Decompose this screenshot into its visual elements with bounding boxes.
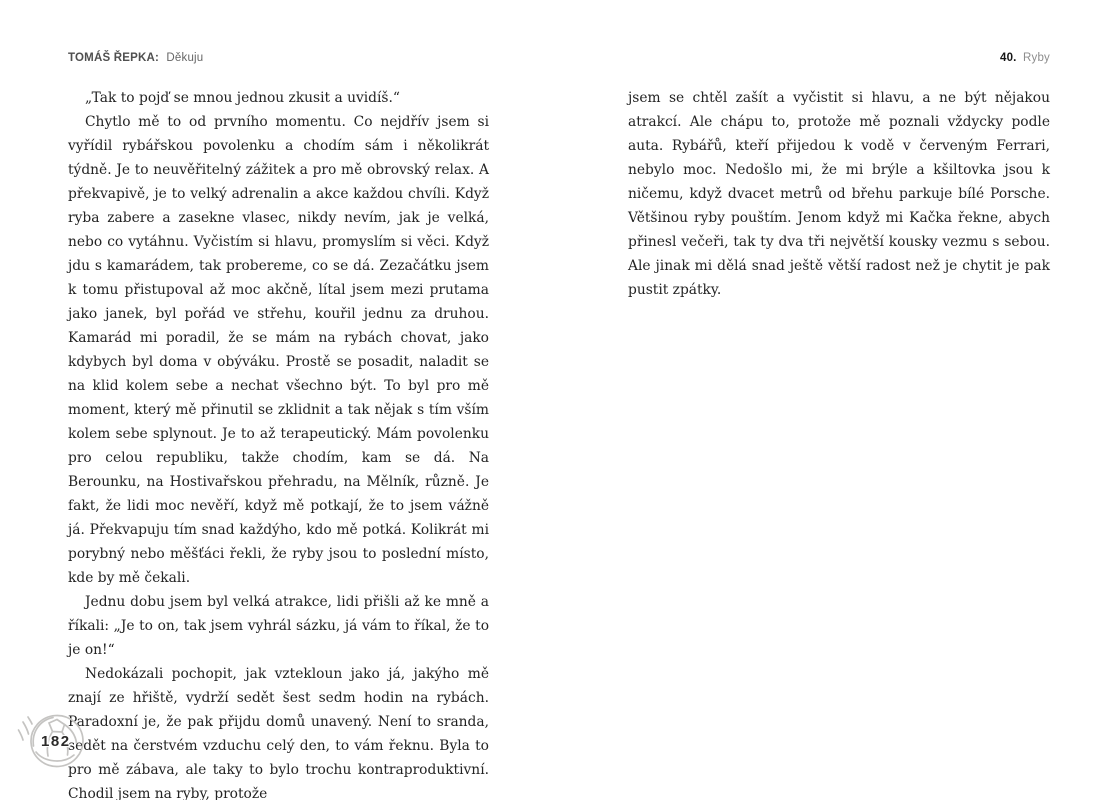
right-text-column [628,86,1050,302]
paragraph: Jednu dobu jsem byl velká atrakce, lidi přišli až ke mně a říkali: „Je to on, tak jsem vyhrál sázku, já vám to říkal, že to je on!“ [68,594,489,658]
chapter-number: 40. [999,52,1017,64]
paragraph: Chytlo mě to od prvního momentu. Co nejdřív jsem si vyřídil rybářskou povolenku a chodím sám i několikrát týdně. Je to neuvěřitelný zážitek a pro mě obrovský relax. A překvapivě, je to velký adrenalin a akce každou chvíli. Když ryba zabere a zasekne vlasec, nikdy nevím, jak je velká, nebo co vytáhnu. Vyčistím si hlavu, promyslím si věci. Když jdu s kamarádem, tak probereme, co se dá. Zezačátku jsem k tomu přistupoval až moc akčně, lítal jsem mezi prutama jako janek, byl pořád ve střehu, kouřil jednu za druhou. Kamarád mi poradil, že se mám na rybách chovat, jako kdybych byl doma v obýváku. Prostě se posadit, naladit se na klid kolem sebe a nechat všechno být. To byl pro mě moment, který mě přinutil se zklidnit a tak nějak s tím vším kolem sebe splynout. Je to až terapeutický. Mám povolenku pro celou republiku, takže chodím, kam se dá. Na Berounku, na Hostivařskou přehradu, na Mělník, různě. Je fakt, že lidi moc nevěří, když mě potkají, že to jsem vážně já. Překvapuju tím snad každýho, kdo mě potká. Kolikrát mi porybný nebo měšťáci řekli, že ryby jsou to poslední místo, kde by mě čekali. [68,114,489,586]
running-header [68,52,1050,64]
running-header-book-title: Děkuju [166,52,204,64]
chapter-title: Ryby [1022,52,1050,64]
running-header-author: TOMÁŠ ŘEPKA: [68,52,159,64]
paragraph: Nedokázali pochopit, jak vztekloun jako já, jakýho mě znají ze hřiště, vydrží sedět šest sedm hodin na rybách. Paradoxní je, že pak přijdu domů unavený. Není to sranda, sedět na čerstvém vzduchu celý den, to vám řeknu. Byla to pro mě zábava, ale taky to bylo trochu kontraproduktivní. Chodil jsem na ryby, protože [68,666,489,800]
running-header-book [68,52,203,64]
paragraph-continuation: jsem se chtěl zašít a vyčistit si hlavu, a ne být nějakou atrakcí. Ale chápu to, protože mě poznali vždycky podle auta. Rybářů, kteří přijedou k vodě v červeným Ferrari, nebylo moc. Nedošlo mi, že mi brýle a kšiltovka jsou k ničemu, když dvacet metrů od břehu parkuje bílé Porsche. Většinou ryby pouštím. Jenom když mi Kačka řekne, abych přinesl večeři, tak ty dva tři největší kousky vezmu s sebou. Ale jinak mi dělá snad ještě větší radost než je chytit je pak pustit zpátky. [628,90,1050,298]
paragraph-quote: „Tak to pojď se mnou jednou zkusit a uvidíš.“ [85,90,400,106]
page-number: 182 [41,733,71,751]
page-number-badge [16,710,92,774]
running-header-chapter [1000,52,1050,64]
left-text-column [68,86,489,800]
